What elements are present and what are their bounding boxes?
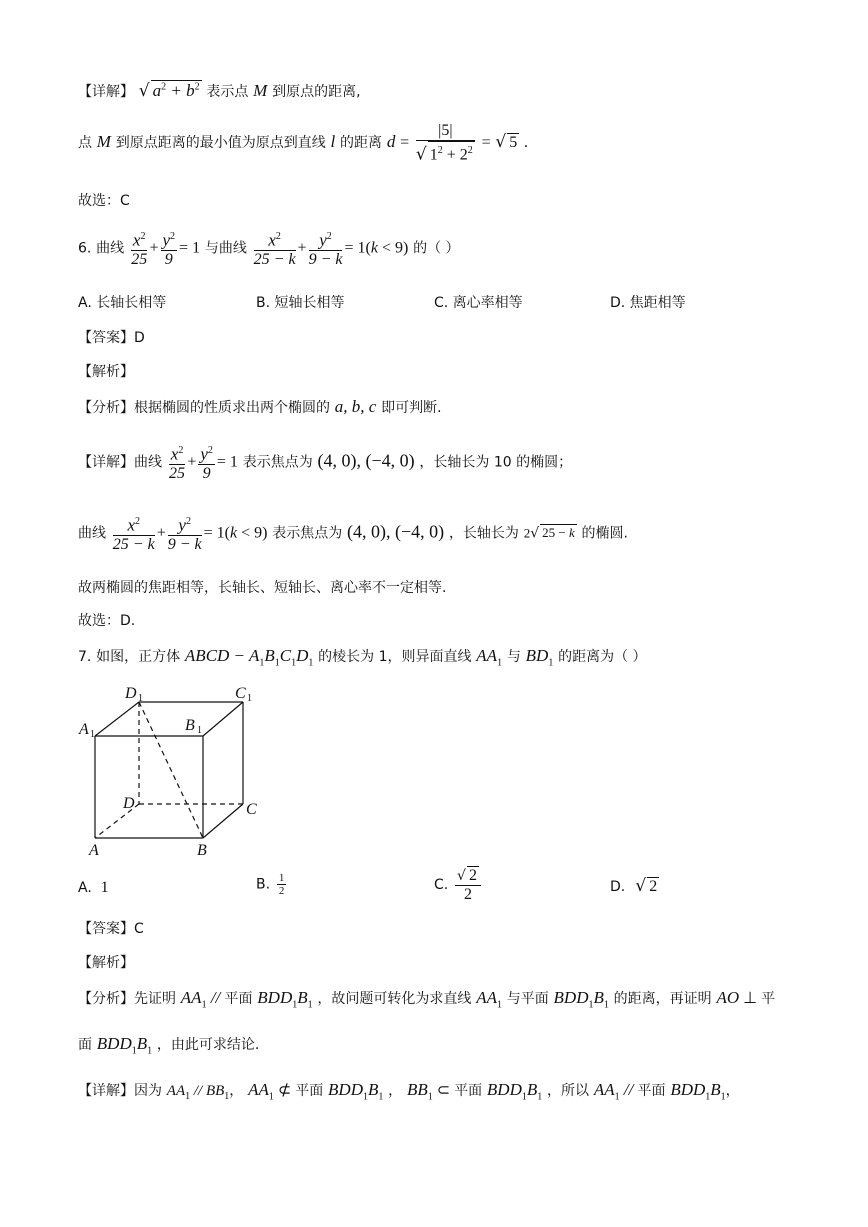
- option-b-q7[interactable]: B. $\frac{1}{2}$: [256, 872, 285, 897]
- conclusion-q6: 故两椭圆的焦距相等，长轴长、短轴长、离心率不一定相等.: [78, 580, 447, 596]
- text: 即可判断.: [381, 400, 442, 416]
- question-6-stem: 6. 曲线 $\frac{x^2}{25}$ + $\frac{y^2}{9}$ = 1 与曲线 $\frac{x^2}{25 - k}$ + $\frac{y^2}{9 - k}$ = 1(k < 9) 的（ ）: [78, 228, 460, 269]
- label-d1: D: [125, 685, 137, 702]
- analysis-q6: 【分析】根据椭圆的性质求出两个椭圆的 a, b, c 即可判断.: [78, 397, 442, 416]
- option-d-q7[interactable]: D. √ 2: [610, 876, 658, 896]
- text: 曲线: [96, 240, 125, 257]
- text: 【分析】先证明: [78, 991, 176, 1007]
- text: 表示焦点为: [242, 454, 313, 471]
- text: ，故问题可转化为求直线: [317, 991, 472, 1007]
- text: 的距离，再证明: [613, 991, 712, 1007]
- text: 与曲线: [204, 240, 247, 257]
- choice-line-q5: 故选：C: [78, 193, 130, 209]
- text: ，所以: [547, 1083, 590, 1099]
- detail-1-q6: 【详解】曲线 $\frac{x^2}{25}$ + $\frac{y^2}{9}$ = 1 表示焦点为 (4, 0), (−4, 0) ，长轴长为 10 的椭圆；: [78, 442, 572, 483]
- label-d: D: [123, 795, 135, 812]
- text: 的椭圆.: [581, 525, 628, 542]
- label-b1: B: [185, 717, 195, 734]
- distance-line-q5: 点 M 到原点距离的最小值为原点到直线 l 的距离 d = $\frac{|5|}{√ 1^2 + 2^2}$ = √ 5 .: [78, 122, 528, 165]
- text: 与: [506, 649, 521, 665]
- text: 平面: [637, 1083, 666, 1099]
- text: 与平面: [506, 991, 549, 1007]
- text: 平面: [295, 1083, 324, 1099]
- detail-q7: 【详解】因为 $AA_1 // BB_1$， $AA_1$ ⊄ 平面 $BDD_1B_1$ ， $BB_1$ ⊂ 平面 $BDD_1B_1$ ，所以 $AA_1$ // 平面 $BDD_1B_1$，: [78, 1080, 740, 1103]
- option-b[interactable]: B. 短轴长相等: [256, 295, 345, 311]
- label-b: B: [197, 842, 207, 859]
- label-c: C: [246, 801, 257, 818]
- text: 到原点的距离,: [272, 84, 361, 100]
- option-c-q7[interactable]: C. $\frac{√ 2}{2}$: [434, 866, 483, 904]
- text: ，: [388, 1083, 403, 1099]
- analysis-q7-line2: 面 $BDD_1B_1$ ，由此可求结论.: [78, 1034, 260, 1057]
- svg-text:1: 1: [247, 693, 252, 704]
- option-letter: A.: [78, 880, 92, 896]
- svg-text:1: 1: [197, 725, 202, 736]
- text: 点: [78, 135, 92, 152]
- text: 平面: [224, 991, 253, 1007]
- text: 【分析】根据椭圆的性质求出两个椭圆的: [78, 400, 330, 416]
- distance-fraction: $\frac{|5|}{√ 1^2 + 2^2}$: [415, 122, 473, 165]
- option-letter: D.: [610, 879, 626, 895]
- analysis-label-q7: 【解析】: [78, 955, 134, 971]
- text: 【详解】曲线: [78, 454, 162, 471]
- answer-q7: 【答案】C: [78, 921, 144, 937]
- label-a1: A: [79, 721, 89, 738]
- option-d[interactable]: D. 焦距相等: [610, 295, 686, 311]
- option-letter: B.: [256, 876, 271, 893]
- text: 曲线: [78, 525, 106, 542]
- answer-q6: 【答案】D: [78, 330, 145, 346]
- detail-2-q6: 曲线 $\frac{x^2}{25 - k}$ + $\frac{y^2}{9 - k}$ = 1(k < 9) 表示焦点为 (4, 0), (−4, 0) ，长轴长为 2√ 25 − k 的椭圆.: [78, 513, 628, 554]
- text: 【详解】因为: [78, 1083, 162, 1099]
- text: 平: [761, 991, 776, 1007]
- text: ，长轴长为: [448, 525, 519, 542]
- analysis-label-q6: 【解析】: [78, 364, 134, 380]
- label-a: A: [89, 842, 99, 859]
- option-letter: C.: [434, 877, 449, 893]
- detail-label: 【详解】: [78, 84, 134, 100]
- detail-line-q5: 【详解】 √ $a^2 + b^2$ 表示点 M 到原点的距离,: [78, 81, 361, 101]
- question-number: 7.: [78, 649, 92, 665]
- text: 平面: [454, 1083, 483, 1099]
- text: 到原点距离的最小值为原点到直线: [115, 135, 326, 152]
- text: 的距离: [340, 135, 383, 152]
- label-c1: C: [235, 685, 246, 702]
- text: 的距离为（ ）: [558, 649, 647, 665]
- text: 表示点: [206, 84, 249, 100]
- question-number: 6.: [78, 240, 92, 257]
- text: 表示焦点为: [272, 525, 343, 542]
- analysis-q7-line1: 【分析】先证明 $AA_1$ // 平面 $BDD_1B_1$ ，故问题可转化为求直线 $AA_1$ 与平面 $BDD_1B_1$ 的距离，再证明 AO ⊥ 平: [78, 988, 776, 1011]
- text: ，长轴长为 10 的椭圆；: [419, 454, 573, 471]
- cube-figure: [75, 680, 275, 865]
- text: 的（ ）: [413, 240, 460, 257]
- choice-line-q6: 故选：D.: [78, 613, 136, 629]
- text: ，由此可求结论.: [156, 1037, 260, 1053]
- svg-text:1: 1: [138, 693, 143, 704]
- text: 的棱长为 1，则异面直线: [318, 649, 472, 665]
- text: 如图，正方体: [96, 649, 181, 665]
- text: 面: [78, 1037, 92, 1053]
- option-c[interactable]: C. 离心率相等: [434, 295, 523, 311]
- question-7-stem: 7. 如图，正方体 ABCD − $A_1B_1C_1D_1$ 的棱长为 1，则异面直线 $AA_1$ 与 $BD_1$ 的距离为（ ）: [78, 646, 647, 669]
- svg-text:1: 1: [90, 729, 95, 740]
- option-a-q7[interactable]: A. 1: [78, 879, 109, 896]
- option-a[interactable]: A. 长轴长相等: [78, 295, 167, 311]
